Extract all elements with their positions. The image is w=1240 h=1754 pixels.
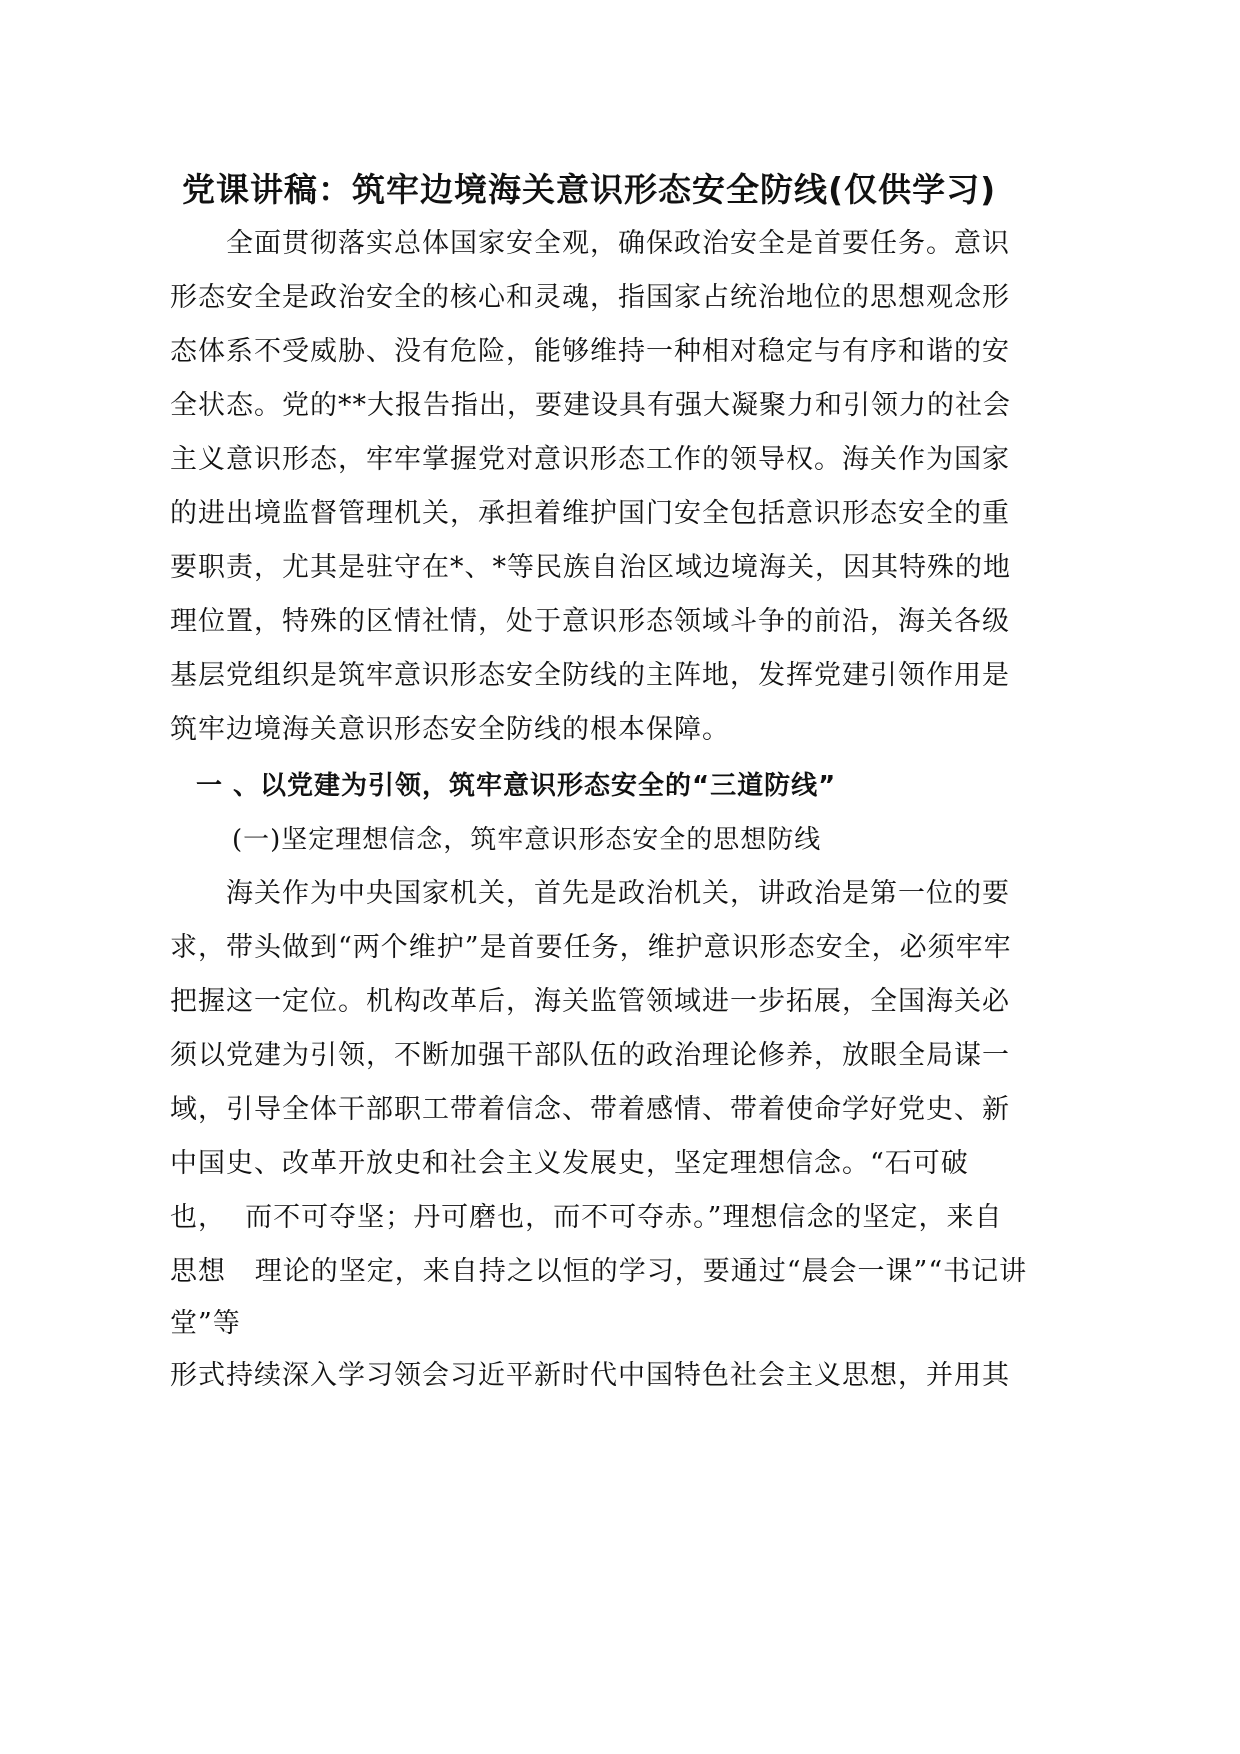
paragraph-line: 求，带头做到“两个维护”是首要任务，维护意识形态安全，必须牢牢 xyxy=(170,932,1012,963)
section-heading: 一 、以党建为引领，筑牢意识形态安全的“三道防线” xyxy=(196,771,837,801)
paragraph-line: 理位置，特殊的区情社情，处于意识形态领域斗争的前沿，海关各级 xyxy=(170,606,1010,637)
paragraph-line: 把握这一定位。机构改革后，海关监管领域进一步拓展，全国海关必 xyxy=(170,986,1010,1017)
paragraph-line: 须以党建为引领，不断加强干部队伍的政治理论修养，放眼全局谋一 xyxy=(170,1040,1010,1071)
paragraph-line: 态体系不受威胁、没有危险，能够维持一种相对稳定与有序和谐的安 xyxy=(170,336,1010,367)
paragraph-line: 全状态。党的**大报告指出，要建设具有强大凝聚力和引领力的社会 xyxy=(170,390,1011,421)
paragraph-line: 筑牢边境海关意识形态安全防线的根本保障。 xyxy=(170,714,730,745)
paragraph-line: 要职责，尤其是驻守在*、*等民族自治区域边境海关，因其特殊的地 xyxy=(170,552,1011,583)
document-title: 党课讲稿：筑牢边境海关意识形态安全防线(仅供学习) xyxy=(182,170,997,209)
paragraph-line: 也， 而不可夺坚；丹可磨也，而不可夺赤。”理想信念的坚定，来自 xyxy=(170,1202,1003,1233)
paragraph-line: 中国史、改革开放史和社会主义发展史，坚定理想信念。“石可破 xyxy=(170,1148,969,1179)
paragraph-line: 海关作为中央国家机关，首先是政治机关，讲政治是第一位的要 xyxy=(226,878,1010,909)
paragraph-line: 的进出境监督管理机关，承担着维护国门安全包括意识形态安全的重 xyxy=(170,498,1010,529)
paragraph-line: 域，引导全体干部职工带着信念、带着感情、带着使命学好党史、新 xyxy=(170,1094,1010,1125)
paragraph-line: 主义意识形态，牢牢掌握党对意识形态工作的领导权。海关作为国家 xyxy=(170,444,1010,475)
paragraph-line: 堂”等 xyxy=(170,1308,241,1339)
paragraph-line: 思想 理论的坚定，来自持之以恒的学习，要通过“晨会一课”“书记讲 xyxy=(170,1256,1028,1287)
paragraph-line: 形式持续深入学习领会习近平新时代中国特色社会主义思想，并用其 xyxy=(170,1360,1010,1391)
subsection-heading: (一)坚定理想信念，筑牢意识形态安全的思想防线 xyxy=(232,825,822,855)
paragraph-line: 全面贯彻落实总体国家安全观，确保政治安全是首要任务。意识 xyxy=(226,228,1010,259)
paragraph-line: 形态安全是政治安全的核心和灵魂，指国家占统治地位的思想观念形 xyxy=(170,282,1010,313)
paragraph-line: 基层党组织是筑牢意识形态安全防线的主阵地，发挥党建引领作用是 xyxy=(170,660,1010,691)
